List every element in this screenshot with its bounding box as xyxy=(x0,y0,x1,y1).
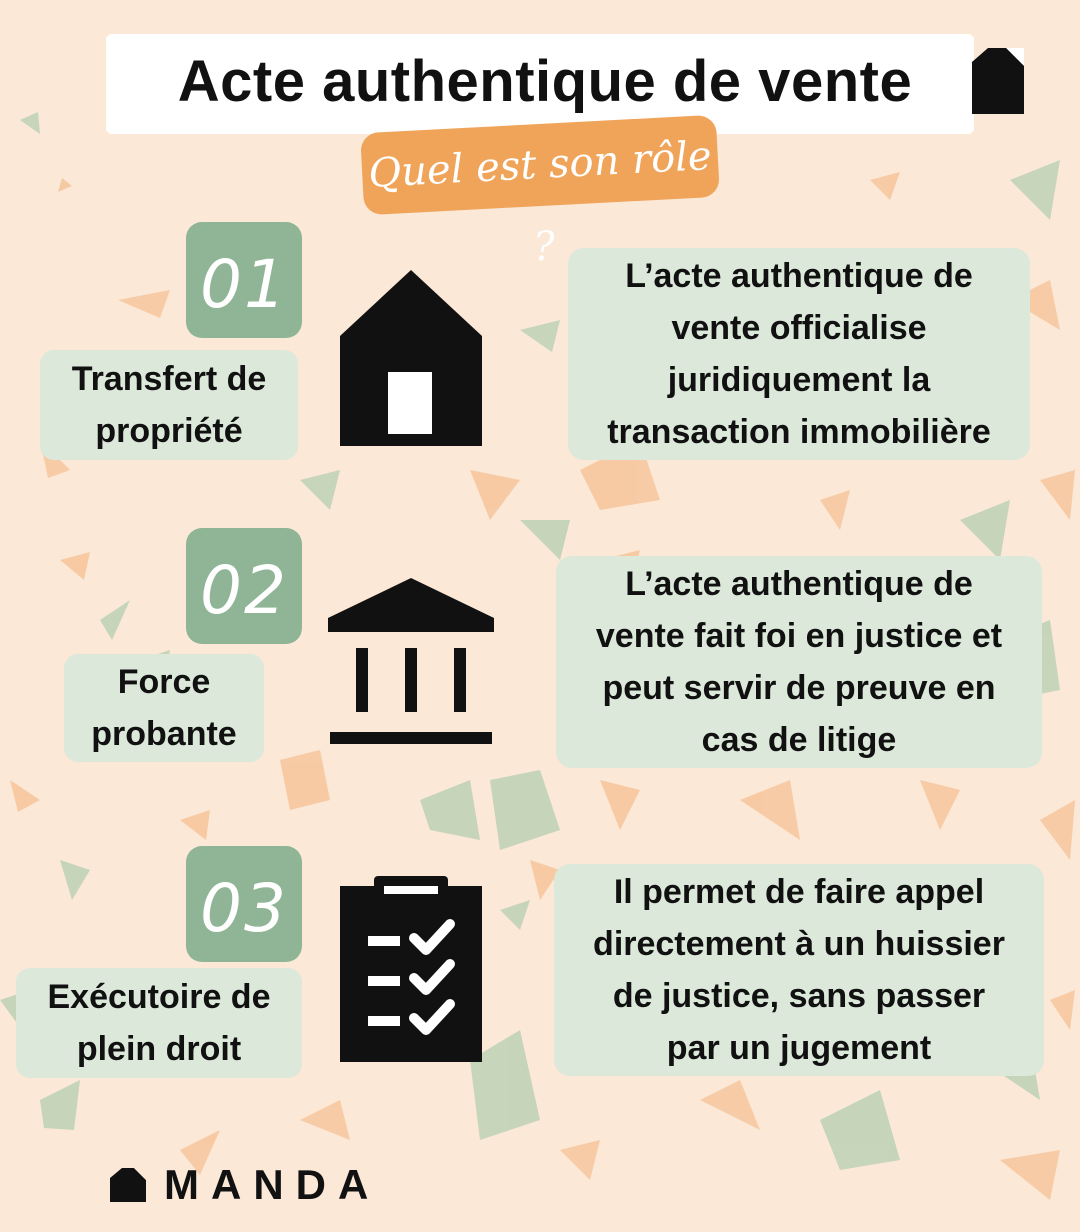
document-logo-icon xyxy=(966,42,1028,116)
subtitle: Quel est son rôle ? xyxy=(367,133,713,271)
courthouse-icon xyxy=(328,578,494,746)
brand-name: MANDA xyxy=(164,1161,381,1208)
item-description-line: Il permet de faire appel xyxy=(613,873,985,911)
item-number: 02 xyxy=(200,552,288,629)
item-number-box xyxy=(186,222,302,338)
item-label-line: propriété xyxy=(95,412,243,450)
item-description-line: cas de litige xyxy=(701,721,897,759)
clipboard-checklist-icon xyxy=(340,876,482,1062)
manda-logo-icon xyxy=(108,1166,148,1204)
item-number: 01 xyxy=(200,246,288,323)
item-label-line: probante xyxy=(91,715,237,753)
item-label xyxy=(64,654,264,762)
item-label xyxy=(40,350,298,460)
item-description-line: vente officialise xyxy=(671,309,927,347)
item-number-box xyxy=(186,528,302,644)
item-description-line: de justice, sans passer xyxy=(612,977,986,1015)
item-description-line: L’acte authentique de xyxy=(625,565,973,603)
item-label-line: Exécutoire de xyxy=(47,978,271,1016)
item-description-line: peut servir de preuve en xyxy=(602,669,996,707)
item-label-line: Force xyxy=(117,663,211,701)
item-number-box xyxy=(186,846,302,962)
item-description xyxy=(554,864,1044,1076)
item-description xyxy=(568,248,1030,460)
item-number: 03 xyxy=(200,870,288,947)
item-description-line: juridiquement la xyxy=(667,361,931,399)
item-description xyxy=(556,556,1042,768)
item-description-line: directement à un huissier xyxy=(593,925,1005,963)
item-description-line: transaction immobilière xyxy=(607,413,991,451)
item-label-line: plein droit xyxy=(76,1030,242,1068)
item-description-line: par un jugement xyxy=(666,1029,932,1067)
item-label-line: Transfert de xyxy=(71,360,267,398)
item-label xyxy=(16,968,302,1078)
brand xyxy=(108,1160,380,1210)
item-description-line: L’acte authentique de xyxy=(625,257,973,295)
item-description-line: vente fait foi en justice et xyxy=(595,617,1003,655)
page-title: Acte authentique de vente xyxy=(177,49,913,114)
house-icon xyxy=(340,270,482,446)
title-box xyxy=(106,34,974,134)
